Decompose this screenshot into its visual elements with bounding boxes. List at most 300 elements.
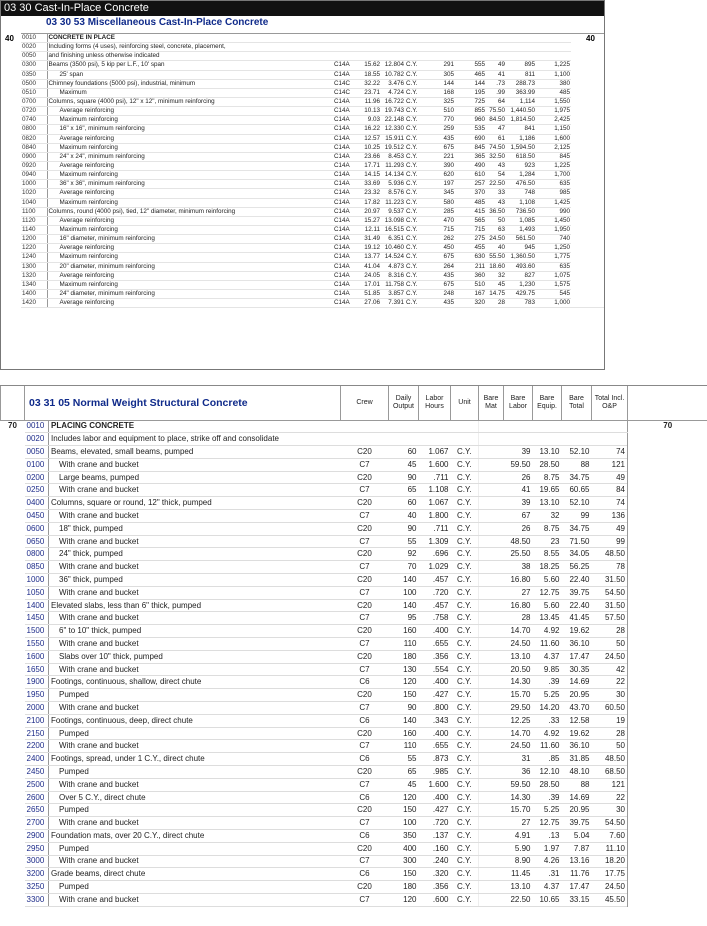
cell-lab: 13.10 [504, 881, 533, 894]
cell-crew: C20 [341, 497, 389, 510]
cell-unit: C.Y. [405, 88, 425, 97]
cell-desc: Average reinforcing [47, 216, 333, 225]
cell-eq: 47 [486, 125, 506, 134]
table-row [21, 299, 605, 308]
cell-desc: 16" diameter, minimum reinforcing [47, 235, 333, 244]
cell-unit: C.Y. [451, 830, 479, 843]
table-row [21, 34, 605, 43]
cell-line: 0700 [21, 97, 47, 106]
cell-unit [405, 52, 425, 61]
cell-tot: 34.75 [562, 522, 592, 535]
cell-crew: C6 [341, 868, 389, 881]
cell-out: 10.25 [359, 143, 381, 152]
cell-tot: 288.73 [506, 79, 536, 88]
cell-out: 100 [389, 586, 419, 599]
cell-tot [506, 34, 536, 43]
cell-eq: 43 [486, 161, 506, 170]
cell-tot: 5.04 [562, 830, 592, 843]
cell-desc: 20" diameter, minimum reinforcing [47, 262, 333, 271]
cell-tot: 20.95 [562, 804, 592, 817]
cell-unit: C.Y. [405, 189, 425, 198]
table-row [21, 235, 605, 244]
header-daily-output: Daily Output [389, 386, 419, 420]
cell-op: 1,600 [536, 134, 571, 143]
header-labor-hours: Labor Hours [419, 386, 451, 420]
cell-eq: 11.60 [533, 740, 562, 753]
cell-mat [479, 497, 504, 510]
table-row [1, 599, 707, 612]
cell-line: 0050 [25, 446, 49, 459]
cell-line: 0050 [21, 52, 47, 61]
header-bare-total: Bare Total [562, 386, 592, 420]
cell-tot: 363.99 [506, 88, 536, 97]
cell-line: 2650 [25, 804, 49, 817]
cell-op: 30 [592, 804, 628, 817]
cell-hrs: 8.316 [381, 271, 405, 280]
cell-hrs: 9.537 [381, 207, 405, 216]
cell-desc: Average reinforcing [47, 134, 333, 143]
cell-crew: C14A [333, 116, 359, 125]
cell-unit: C.Y. [405, 70, 425, 79]
cell-eq: 45 [486, 280, 506, 289]
cell-eq: 23 [533, 535, 562, 548]
division-number-right: 40 [586, 34, 595, 43]
cell-tot: 841 [506, 125, 536, 134]
cell-op [536, 52, 571, 61]
cell-desc: Over 5 C.Y., direct chute [49, 791, 341, 804]
cell-desc: Includes labor and equipment to place, strike off and consolidate [49, 433, 341, 446]
cell-desc: Beams, elevated, small beams, pumped [49, 446, 341, 459]
cell-crew: C14C [333, 88, 359, 97]
cell-line: 1240 [21, 253, 47, 262]
cell-hrs: 5.936 [381, 180, 405, 189]
cell-hrs: .343 [419, 714, 451, 727]
cell-unit: C.Y. [451, 561, 479, 574]
cell-op: 19 [592, 714, 628, 727]
cell-hrs: .600 [419, 893, 451, 906]
cell-line: 1320 [21, 271, 47, 280]
cell-lab: 195 [455, 88, 486, 97]
cell-hrs: 1.067 [419, 497, 451, 510]
cell-out: 17.01 [359, 280, 381, 289]
cell-desc: Maximum reinforcing [47, 225, 333, 234]
cell-eq: 33 [486, 189, 506, 198]
cell-lab: 24.50 [504, 638, 533, 651]
cell-op: 24.50 [592, 650, 628, 663]
cell-crew: C20 [341, 446, 389, 459]
cell-out: 24.05 [359, 271, 381, 280]
cell-out: 95 [389, 612, 419, 625]
cell-lab: 24.50 [504, 740, 533, 753]
cell-desc: Pumped [49, 842, 341, 855]
cell-desc: Maximum reinforcing [47, 198, 333, 207]
cell-mat: 435 [425, 299, 455, 308]
cell-hrs [381, 34, 405, 43]
cell-line: 1220 [21, 244, 47, 253]
cell-mat [479, 612, 504, 625]
cell-hrs: .711 [419, 522, 451, 535]
cell-line: 0250 [25, 484, 49, 497]
cell-crew [333, 34, 359, 43]
misc-concrete-table [21, 33, 605, 308]
cell-eq: 11.60 [533, 638, 562, 651]
cell-desc: Average reinforcing [47, 244, 333, 253]
cell-op: 985 [536, 189, 571, 198]
cell-hrs: 22.148 [381, 116, 405, 125]
cell-tot: 71.50 [562, 535, 592, 548]
cell-desc: Grade beams, direct chute [49, 868, 341, 881]
cell-desc: With crane and bucket [49, 855, 341, 868]
cell-tot: 1,493 [506, 225, 536, 234]
cell-out: 100 [389, 817, 419, 830]
cell-desc: Pumped [49, 727, 341, 740]
cell-out: 90 [389, 522, 419, 535]
cell-eq: 5.60 [533, 574, 562, 587]
cell-hrs: 1.600 [419, 778, 451, 791]
cell-line: 0800 [25, 548, 49, 561]
cell-op: 136 [592, 510, 628, 523]
cell-eq: 9.85 [533, 663, 562, 676]
cell-op: 22 [592, 676, 628, 689]
cell-hrs: .720 [419, 817, 451, 830]
cell-tot: 48.10 [562, 766, 592, 779]
cell-unit: C.Y. [451, 893, 479, 906]
cell-lab: 15.70 [504, 689, 533, 702]
cell-op: 84 [592, 484, 628, 497]
cell-out: 32.22 [359, 79, 381, 88]
cell-op: 990 [536, 207, 571, 216]
cell-lab: 39 [504, 446, 533, 459]
cell-crew: C14A [333, 107, 359, 116]
cell-crew: C7 [341, 612, 389, 625]
cell-unit: C.Y. [405, 280, 425, 289]
cell-tot: 1,440.50 [506, 107, 536, 116]
cell-lab: 27 [504, 586, 533, 599]
cell-mat: 390 [425, 161, 455, 170]
cell-mat [479, 458, 504, 471]
cell-lab: 48.50 [504, 535, 533, 548]
cell-lab: 370 [455, 189, 486, 198]
cell-lab: 4.91 [504, 830, 533, 843]
cell-hrs [381, 52, 405, 61]
table-row [1, 893, 707, 906]
cell-hrs: 10.460 [381, 244, 405, 253]
cell-mat: 197 [425, 180, 455, 189]
cell-crew: C14A [333, 97, 359, 106]
table-row [21, 52, 605, 61]
cell-mat: 262 [425, 235, 455, 244]
cell-line: 0820 [21, 134, 47, 143]
cell-line: 3200 [25, 868, 49, 881]
cell-desc: 36" thick, pumped [49, 574, 341, 587]
cell-out: 23.71 [359, 88, 381, 97]
cell-mat [479, 433, 504, 446]
cell-mat: 305 [425, 70, 455, 79]
cell-unit: C.Y. [451, 791, 479, 804]
cell-mat: 450 [425, 244, 455, 253]
header-unit: Unit [451, 386, 479, 420]
cell-unit: C.Y. [451, 586, 479, 599]
cell-op: 48.50 [592, 548, 628, 561]
cell-line: 1120 [21, 216, 47, 225]
cell-tot: 1,814.50 [506, 116, 536, 125]
cell-mat [479, 881, 504, 894]
cell-crew: C7 [341, 638, 389, 651]
cell-line: 0350 [21, 70, 47, 79]
cell-crew: C14A [333, 180, 359, 189]
table-row [1, 663, 707, 676]
cell-eq: 36.50 [486, 207, 506, 216]
cell-mat [479, 561, 504, 574]
table-row [1, 753, 707, 766]
cell-desc: Foundation mats, over 20 C.Y., direct chute [49, 830, 341, 843]
cell-hrs: 1.029 [419, 561, 451, 574]
cell-line: 1300 [21, 262, 47, 271]
header-total-op: Total Incl. O&P [592, 386, 628, 420]
table-row [1, 778, 707, 791]
cell-hrs: .655 [419, 638, 451, 651]
cell-unit: C.Y. [451, 599, 479, 612]
cell-out: 160 [389, 625, 419, 638]
cell-eq: 4.26 [533, 855, 562, 868]
cell-eq: 13.45 [533, 612, 562, 625]
cell-tot: 748 [506, 189, 536, 198]
cell-out: 15.62 [359, 61, 381, 70]
cell-crew: C20 [341, 574, 389, 587]
cell-out [359, 43, 381, 52]
cell-crew: C14A [333, 225, 359, 234]
cell-eq: 8.55 [533, 548, 562, 561]
cell-unit: C.Y. [451, 548, 479, 561]
cell-desc: Maximum reinforcing [47, 171, 333, 180]
cell-lab: 275 [455, 235, 486, 244]
cell-unit: C.Y. [451, 535, 479, 548]
cell-line: 1450 [25, 612, 49, 625]
cell-eq: 32 [533, 510, 562, 523]
cell-op [592, 420, 628, 433]
cell-out: 65 [389, 766, 419, 779]
cell-mat: 580 [425, 198, 455, 207]
cell-tot: 14.69 [562, 676, 592, 689]
cell-mat: 510 [425, 107, 455, 116]
cell-hrs: .554 [419, 663, 451, 676]
cell-tot: 88 [562, 458, 592, 471]
table-row [1, 714, 707, 727]
cell-crew: C14A [333, 235, 359, 244]
cell-lab: 630 [455, 253, 486, 262]
cell-mat [479, 830, 504, 843]
cell-eq [533, 420, 562, 433]
cell-line: 0500 [21, 79, 47, 88]
cell-op: 2,425 [536, 116, 571, 125]
cell-tot: 39.75 [562, 817, 592, 830]
cell-line: 2200 [25, 740, 49, 753]
cell-op: 635 [536, 180, 571, 189]
cell-out: 12.11 [359, 225, 381, 234]
cell-crew: C14A [333, 125, 359, 134]
cell-line: 3000 [25, 855, 49, 868]
cell-hrs: 1.067 [419, 446, 451, 459]
cell-hrs: 8.576 [381, 189, 405, 198]
cell-hrs: 7.391 [381, 299, 405, 308]
cell-mat [479, 599, 504, 612]
cell-out: 9.03 [359, 116, 381, 125]
table-row [21, 143, 605, 152]
cell-mat: 248 [425, 289, 455, 298]
cell-lab: 320 [455, 299, 486, 308]
cell-eq: 63 [486, 225, 506, 234]
cell-unit: C.Y. [451, 740, 479, 753]
cell-mat [479, 510, 504, 523]
cell-desc: Footings, spread, under 1 C.Y., direct chute [49, 753, 341, 766]
section-miscellaneous-concrete [0, 0, 605, 370]
cell-eq: 13.10 [533, 446, 562, 459]
cell-mat: 345 [425, 189, 455, 198]
cell-op: 28 [592, 727, 628, 740]
cell-unit: C.Y. [405, 107, 425, 116]
table-row [1, 471, 707, 484]
cell-unit: C.Y. [451, 663, 479, 676]
cell-op: 74 [592, 446, 628, 459]
cell-tot: 12.58 [562, 714, 592, 727]
cell-hrs: 11.223 [381, 198, 405, 207]
table-row [1, 625, 707, 638]
cell-crew: C14A [333, 207, 359, 216]
cell-hrs: 16.722 [381, 97, 405, 106]
cell-tot [506, 43, 536, 52]
cell-out: 15.27 [359, 216, 381, 225]
cell-line: 2950 [25, 842, 49, 855]
cell-lab: 14.70 [504, 727, 533, 740]
cell-tot: 52.10 [562, 497, 592, 510]
cell-eq [486, 52, 506, 61]
cell-crew: C14A [333, 143, 359, 152]
cell-crew: C7 [341, 817, 389, 830]
cell-tot: 19.62 [562, 625, 592, 638]
cell-mat [425, 43, 455, 52]
cell-op: 121 [592, 778, 628, 791]
cell-unit: C.Y. [451, 446, 479, 459]
cell-unit: C.Y. [451, 458, 479, 471]
cell-out: 140 [389, 714, 419, 727]
cell-hrs [419, 420, 451, 433]
cell-mat [479, 842, 504, 855]
cell-mat [479, 471, 504, 484]
cell-op: 11.10 [592, 842, 628, 855]
cell-hrs: .240 [419, 855, 451, 868]
cell-op: 49 [592, 471, 628, 484]
cell-lab [504, 420, 533, 433]
cell-eq: 24.50 [486, 235, 506, 244]
table-row [1, 804, 707, 817]
cell-mat [479, 689, 504, 702]
cell-desc: Columns, square or round, 12" thick, pumped [49, 497, 341, 510]
cell-crew: C14A [333, 171, 359, 180]
cell-out: 180 [389, 650, 419, 663]
cell-crew: C20 [341, 522, 389, 535]
cell-desc: Columns, square (4000 psi), 12" x 12", minimum reinforcing [47, 97, 333, 106]
cell-unit: C.Y. [405, 262, 425, 271]
cell-desc: Footings, continuous, shallow, direct chute [49, 676, 341, 689]
cell-eq: 1.97 [533, 842, 562, 855]
cell-crew: C6 [341, 676, 389, 689]
cell-mat: 675 [425, 143, 455, 152]
cell-line: 2000 [25, 702, 49, 715]
cell-crew: C7 [341, 484, 389, 497]
cell-unit: C.Y. [405, 97, 425, 106]
cell-eq: 4.92 [533, 727, 562, 740]
cell-crew: C14A [333, 61, 359, 70]
cell-lab: 59.50 [504, 778, 533, 791]
cell-tot: 88 [562, 778, 592, 791]
cell-tot: 736.50 [506, 207, 536, 216]
cell-desc: Maximum reinforcing [47, 116, 333, 125]
cell-op: 78 [592, 561, 628, 574]
cell-out: 12.57 [359, 134, 381, 143]
table-row [21, 43, 605, 52]
cell-eq: 4.37 [533, 650, 562, 663]
table-row [21, 207, 605, 216]
cell-eq: 14.75 [486, 289, 506, 298]
cell-unit: C.Y. [405, 299, 425, 308]
cell-crew [341, 433, 389, 446]
cell-line: 1420 [21, 299, 47, 308]
cell-lab: 490 [455, 161, 486, 170]
cell-hrs: 13.098 [381, 216, 405, 225]
cell-desc: Elevated slabs, less than 6" thick, pumped [49, 599, 341, 612]
cell-line: 0450 [25, 510, 49, 523]
cell-unit: C.Y. [405, 244, 425, 253]
cell-out: 41.04 [359, 262, 381, 271]
cell-hrs: .356 [419, 650, 451, 663]
cell-lab: 12.25 [504, 714, 533, 727]
cell-out: 14.15 [359, 171, 381, 180]
cell-mat [479, 548, 504, 561]
division-number-right: 70 [628, 420, 707, 906]
cell-op: 635 [536, 262, 571, 271]
cell-line: 2100 [25, 714, 49, 727]
cell-eq: 28.50 [533, 778, 562, 791]
table-row [1, 689, 707, 702]
cell-line: 1000 [21, 180, 47, 189]
cell-unit: C.Y. [451, 727, 479, 740]
cell-out: 11.96 [359, 97, 381, 106]
cell-hrs: 6.351 [381, 235, 405, 244]
cell-crew: C7 [341, 740, 389, 753]
cell-unit: C.Y. [451, 766, 479, 779]
cell-out [359, 52, 381, 61]
cell-unit: C.Y. [405, 143, 425, 152]
cell-lab: 465 [455, 70, 486, 79]
cell-tot: 1,108 [506, 198, 536, 207]
cell-out: 33.69 [359, 180, 381, 189]
cell-lab: 59.50 [504, 458, 533, 471]
cell-op [536, 34, 571, 43]
table-row [21, 280, 605, 289]
cell-desc: With crane and bucket [49, 893, 341, 906]
cell-eq: 28.50 [533, 458, 562, 471]
cell-hrs: 14.134 [381, 171, 405, 180]
cell-line: 1200 [21, 235, 47, 244]
cell-tot [562, 420, 592, 433]
table-row [21, 79, 605, 88]
table-row [21, 244, 605, 253]
cell-hrs: .427 [419, 804, 451, 817]
cell-unit: C.Y. [405, 207, 425, 216]
section-title: 03 31 05 Normal Weight Structural Concrete [25, 386, 341, 420]
cell-line: 0920 [21, 161, 47, 170]
table-row [1, 855, 707, 868]
